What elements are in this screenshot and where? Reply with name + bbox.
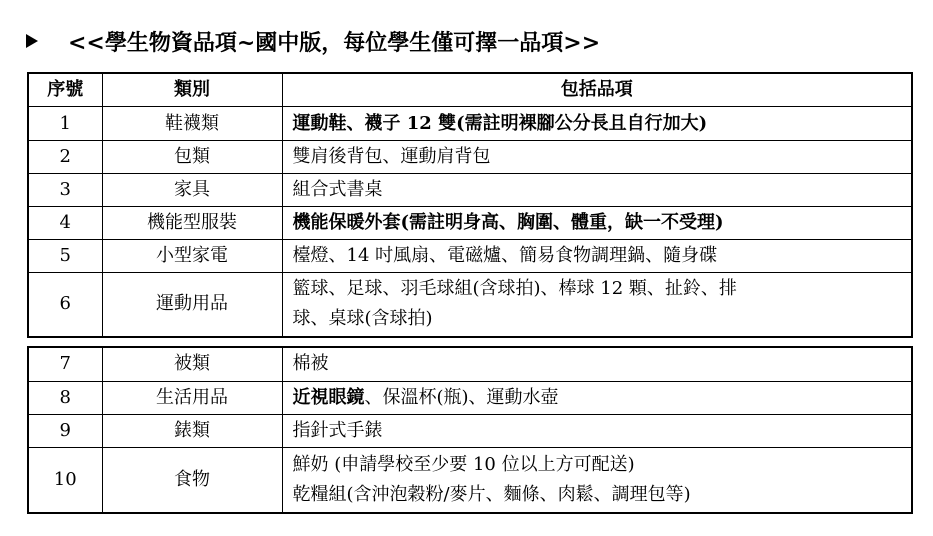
row-items	[282, 174, 912, 207]
row-category: 食物	[102, 447, 282, 513]
row-items-text: 指針式手錶	[292, 419, 383, 441]
header-number: 序號	[28, 73, 102, 107]
table-row	[28, 240, 912, 273]
row-items	[282, 347, 912, 381]
row-category: 小型家電	[102, 240, 282, 273]
row-number: 2	[28, 141, 102, 174]
row-items-bold: 機能保暖外套(需註明身高、胸圍、體重，缺一不受理)	[292, 212, 724, 233]
table-row	[28, 414, 912, 447]
row-number: 10	[28, 447, 102, 513]
row-category: 家具	[102, 174, 282, 207]
row-items	[282, 141, 912, 174]
row-category: 鞋襪類	[102, 107, 282, 141]
row-items-bold: 近視眼鏡	[292, 386, 365, 408]
row-items	[282, 414, 912, 447]
row-items	[282, 107, 912, 141]
row-category: 運動用品	[102, 273, 282, 337]
row-number: 8	[28, 381, 102, 414]
items-table-top	[27, 72, 913, 338]
table-header-row	[28, 73, 912, 107]
row-items-text: 檯燈、14 吋風扇、電磁爐、簡易食物調理鍋、隨身碟	[292, 245, 718, 266]
row-items-line-2: 乾糧組(含沖泡穀粉/麥片、麵條、肉鬆、調理包等)	[292, 483, 691, 505]
row-number: 6	[28, 273, 102, 337]
row-number: 9	[28, 414, 102, 447]
section-heading	[26, 24, 600, 58]
header-items: 包括品項	[282, 73, 912, 107]
row-items-text: 棉被	[292, 353, 329, 375]
row-items	[282, 273, 912, 337]
table-row	[28, 107, 912, 141]
row-items	[282, 240, 912, 273]
row-items	[282, 381, 912, 414]
row-items-bold: 運動鞋、襪子 12 雙(需註明裸腳公分長且自行加大)	[292, 112, 708, 134]
row-items-text: 組合式書桌	[292, 179, 383, 200]
row-items-line-2: 球、桌球(含球拍)	[292, 308, 433, 330]
table-row	[28, 141, 912, 174]
row-number: 1	[28, 107, 102, 141]
row-number: 5	[28, 240, 102, 273]
table-row	[28, 174, 912, 207]
row-category: 包類	[102, 141, 282, 174]
row-category: 錶類	[102, 414, 282, 447]
row-category: 被類	[102, 347, 282, 381]
row-items-line-1: 鮮奶 (申請學校至少要 10 位以上方可配送)	[292, 453, 635, 475]
row-category: 生活用品	[102, 381, 282, 414]
items-table-bottom	[27, 346, 913, 514]
arrow-bullet-icon	[26, 34, 38, 48]
table-row	[28, 447, 912, 513]
section-heading-text: <<學生物資品項~國中版，每位學生僅可擇一品項>>	[68, 29, 601, 56]
header-category: 類別	[102, 73, 282, 107]
row-items	[282, 447, 912, 513]
row-number: 3	[28, 174, 102, 207]
row-items	[282, 207, 912, 240]
table-row	[28, 207, 912, 240]
table-row	[28, 381, 912, 414]
table-row	[28, 347, 912, 381]
row-category: 機能型服裝	[102, 207, 282, 240]
row-number: 4	[28, 207, 102, 240]
row-number: 7	[28, 347, 102, 381]
table-row	[28, 273, 912, 337]
row-items-text: 、保溫杯(瓶)、運動水壺	[364, 386, 559, 408]
row-items-text: 雙肩後背包、運動肩背包	[292, 146, 491, 167]
row-items-line-1: 籃球、足球、羽毛球組(含球拍)、棒球 12 顆、扯鈴、排	[292, 278, 737, 300]
